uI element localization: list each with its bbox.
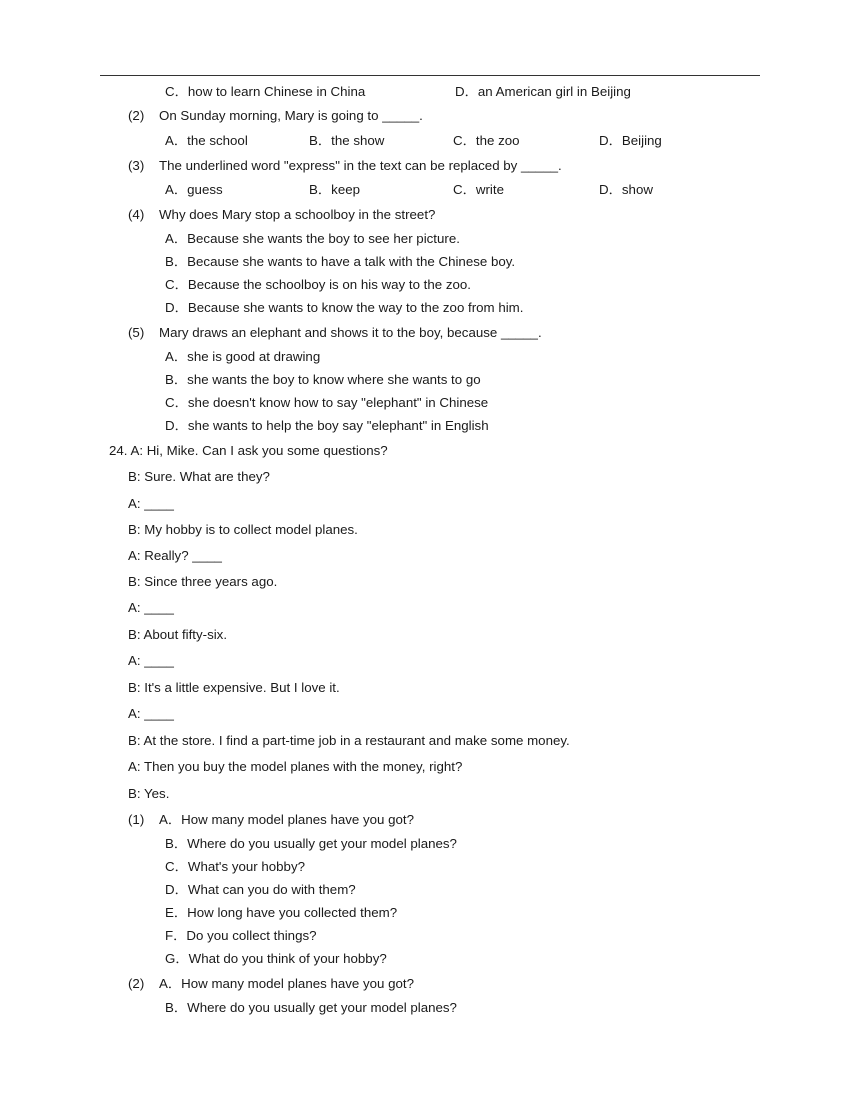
- header-rule: [100, 75, 760, 76]
- dialogue-line: B: My hobby is to collect model planes.: [128, 522, 358, 537]
- dialogue-line: A: ____: [128, 496, 174, 511]
- q24-intro: 24. A: Hi, Mike. Can I ask you some questions?: [109, 443, 388, 458]
- dialogue-line: A: Really? ____: [128, 548, 222, 563]
- dialogue-line: B: It's a little expensive. But I love it.: [128, 680, 340, 695]
- q1-option-c: C．how to learn Chinese in China: [165, 84, 366, 99]
- q4-option-d: D．Because she wants to know the way to the zoo from him.: [165, 300, 524, 315]
- dialogue-line: B: Since three years ago.: [128, 574, 278, 589]
- sub1-option-f: F．Do you collect things?: [165, 928, 317, 943]
- q4-question: Why does Mary stop a schoolboy in the street?: [159, 207, 436, 222]
- q3-number: (3): [128, 158, 145, 173]
- sub1-option-d: D．What can you do with them?: [165, 882, 356, 897]
- dialogue-line: A: ____: [128, 600, 174, 615]
- q1-option-d: D．an American girl in Beijing: [455, 84, 631, 99]
- q5-question: Mary draws an elephant and shows it to the boy, because _____.: [159, 325, 542, 340]
- dialogue-line: A: ____: [128, 653, 174, 668]
- q3-option-a: A．guess: [165, 182, 223, 197]
- sub1-option-b: B．Where do you usually get your model planes?: [165, 836, 457, 851]
- q5-option-d: D．she wants to help the boy say "elephant" in English: [165, 418, 489, 433]
- q4-option-a: A．Because she wants the boy to see her picture.: [165, 231, 460, 246]
- sub1-option-c: C．What's your hobby?: [165, 859, 306, 874]
- q24-sub1-number: (1): [128, 812, 145, 827]
- sub1-option-g: G．What do you think of your hobby?: [165, 951, 387, 966]
- sub2-option-b: B．Where do you usually get your model planes?: [165, 1000, 457, 1015]
- q2-number: (2): [128, 108, 145, 123]
- q5-number: (5): [128, 325, 145, 340]
- dialogue-line: B: At the store. I find a part-time job in a restaurant and make some money.: [128, 733, 570, 748]
- sub2-option-a: A．How many model planes have you got?: [159, 976, 414, 991]
- sub1-option-e: E．How long have you collected them?: [165, 905, 398, 920]
- dialogue-line: A: Then you buy the model planes with the money, right?: [128, 759, 463, 774]
- q2-option-b: B．the show: [309, 133, 385, 148]
- q5-option-a: A．she is good at drawing: [165, 349, 321, 364]
- dialogue-line: B: Sure. What are they?: [128, 469, 270, 484]
- q4-option-b: B．Because she wants to have a talk with the Chinese boy.: [165, 254, 516, 269]
- q2-option-a: A．the school: [165, 133, 248, 148]
- q4-number: (4): [128, 207, 145, 222]
- dialogue-line: B: About fifty-six.: [128, 627, 228, 642]
- q3-option-b: B．keep: [309, 182, 360, 197]
- q2-question: On Sunday morning, Mary is going to _____.: [159, 108, 423, 123]
- q5-option-b: B．she wants the boy to know where she wants to go: [165, 372, 481, 387]
- q3-option-d: D．show: [599, 182, 653, 197]
- q24-sub2-number: (2): [128, 976, 145, 991]
- q2-option-d: D．Beijing: [599, 133, 662, 148]
- q3-option-c: C．write: [453, 182, 504, 197]
- dialogue-line: B: Yes.: [128, 786, 170, 801]
- q3-question: The underlined word "express" in the text can be replaced by _____.: [159, 158, 562, 173]
- q5-option-c: C．she doesn't know how to say "elephant" in Chinese: [165, 395, 489, 410]
- sub1-option-a: A．How many model planes have you got?: [159, 812, 414, 827]
- q4-option-c: C．Because the schoolboy is on his way to the zoo.: [165, 277, 471, 292]
- q2-option-c: C．the zoo: [453, 133, 520, 148]
- dialogue-line: A: ____: [128, 706, 174, 721]
